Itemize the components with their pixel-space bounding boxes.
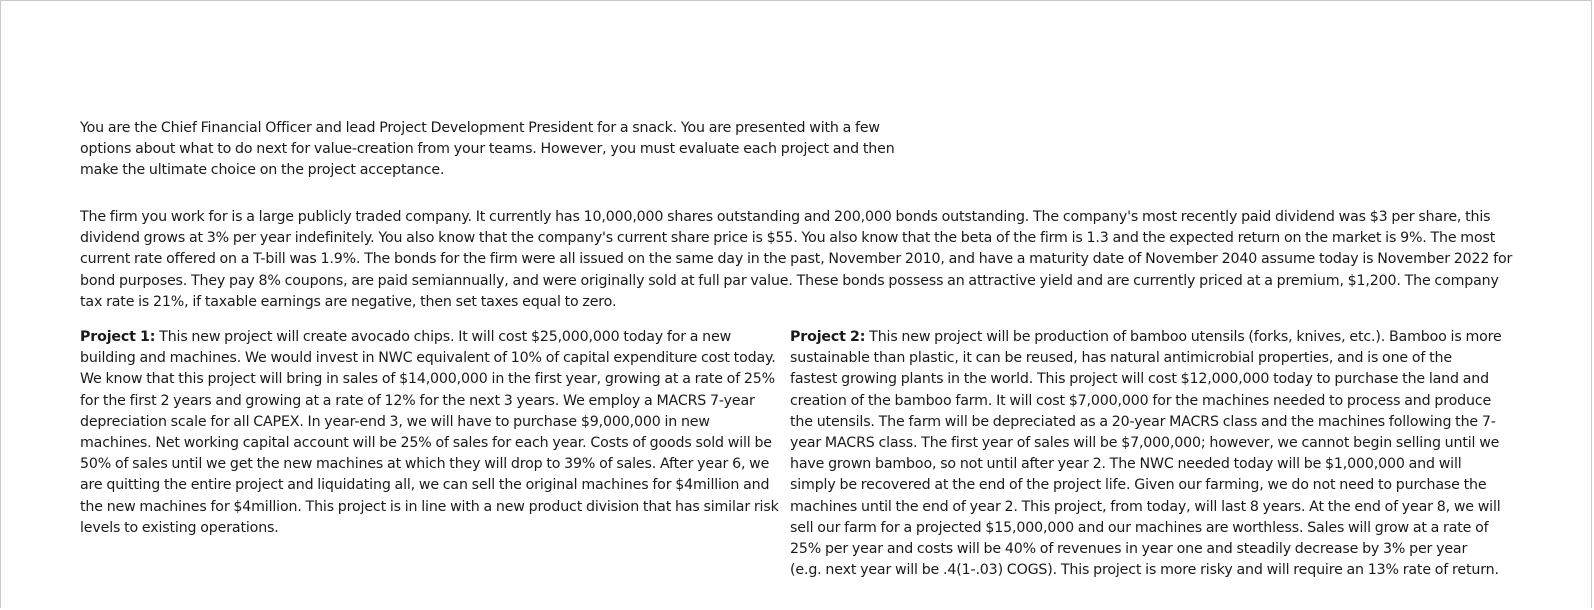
intro-paragraph: You are the Chief Financial Officer and lead Project Development President for a snack. You are presented with a few options about what to do next for value-creation from your teams. However, you must evaluate each project and then make the ultimate choice on the project acceptance. [80,120,895,179]
project-1-label: Project 1: [80,329,156,345]
project-1-text: This new project will create avocado chips. It will cost $25,000,000 today for a new building and machines. We would invest in NWC equivalent of 10% of capital expenditure cost today. We know that this project will bring in sales of $14,000,000 in the first year, growing at a rate of 25% for the first 2 years and growing at a rate of 12% for the next 3 years. We employ a MACRS 7-year depreciation scale for all CAPEX. In year-end 3, we will have to purchase $9,000,000 in new machines. Net working capital account will be 25% of sales for each year. Costs of goods sold will be 50% of sales until we get the new machines at which they will drop to 39% of sales. After year 6, we are quitting the entire project and liquidating all, we can sell the original machines for $4million and the new machines for $4million. This project is in line with a new product division that has similar risk levels to existing operations. [80,329,779,536]
project-2-paragraph [790,327,1502,581]
project-2-label: Project 2: [790,329,866,345]
project-2-text: This new project will be production of bamboo utensils (forks, knives, etc.). Bamboo is more sustainable than plastic, it can be reused, has natural antimicrobial properties, and is one of the fastest growing plants in the world. This project will cost $12,000,000 today to purchase the land and creation of the bamboo farm. It will cost $7,000,000 for the machines needed to process and produce the utensils. The farm will be depreciated as a 20-year MACRS class and the machines following the 7-year MACRS class. The first year of sales will be $7,000,000; however, we cannot begin selling until we have grown bamboo, so not until after year 2. The NWC needed today will be $1,000,000 and will simply be recovered at the end of the project life. Given our farming, we do not need to purchase the machines until the end of year 2. This project, from today, will last 8 years. At the end of year 8, we will sell our farm for a projected $15,000,000 and our machines are worthless. Sales will grow at a rate of 25% per year and costs will be 40% of revenues in year one and steadily decrease by 3% per year (e.g. next year will be .4(1-.03) COGS). This project is more risky and will require an 13% rate of return. [790,329,1502,579]
project-1-paragraph [80,327,780,539]
firm-info-paragraph: The firm you work for is a large publicly traded company. It currently has 10,000,000 shares outstanding and 200,000 bonds outstanding. The company's most recently paid dividend was $3 per share, this dividend grows at 3% per year indefinitely. You also know that the company's current share price is $55. You also know that the beta of the firm is 1.3 and the expected return on the market is 9%. The most current rate offered on a T-bill was 1.9%. The bonds for the firm were all issued on the same day in the past, November 2010, and have a maturity date of November 2040 assume today is November 2022 for bond purposes. They pay 8% coupons, are paid semiannually, and were originally sold at full par value. These bonds possess an attractive yield and are currently priced at a premium, $1,200. The company tax rate is 21%, if taxable earnings are negative, then set taxes equal to zero. [80,209,1513,310]
